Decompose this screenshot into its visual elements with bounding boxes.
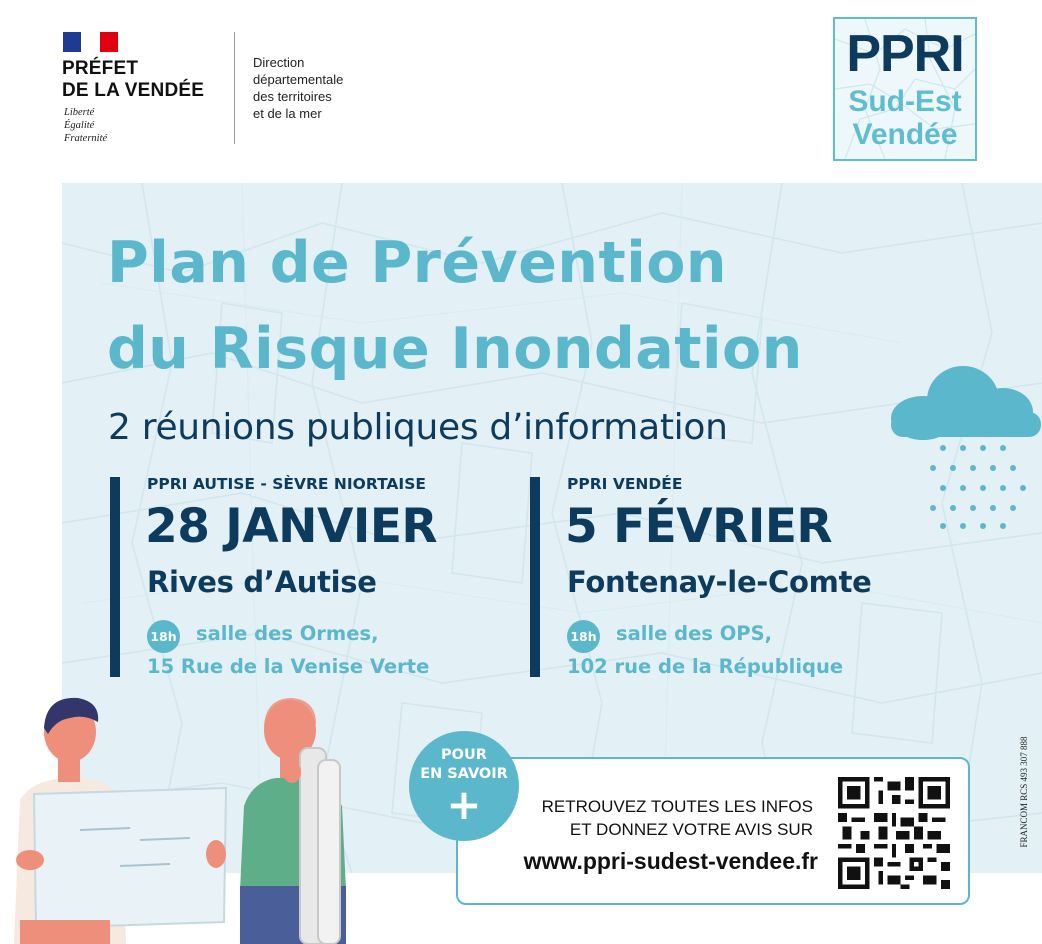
info-box (456, 757, 970, 905)
main-subtitle: 2 réunions publiques d’information (108, 407, 728, 448)
event-kicker: PPRI VENDÉE (567, 475, 683, 493)
logo-ppri-text: PPRI (846, 25, 964, 83)
event-address: 102 rue de la République (567, 655, 844, 678)
event-time-badge: 18h (567, 620, 600, 653)
credit-text: FRANCOM RCS 493 307 888 (1019, 736, 1029, 848)
people-illustration (0, 690, 380, 944)
event-date: 5 FÉVRIER (565, 499, 833, 554)
event-venue: salle des Ormes, (196, 622, 379, 645)
main-title: Plan de Prévention du Risque Inondation (107, 230, 803, 382)
plus-icon: + (446, 780, 482, 829)
event-accent-bar (110, 477, 120, 677)
event-card (110, 477, 510, 677)
printer-credit (1018, 733, 1030, 853)
header-divider (234, 32, 235, 144)
website-link[interactable]: www.ppri-sudest-vendee.fr (523, 848, 818, 874)
direction-label: Direction départementale des territoires et de la mer (253, 55, 344, 121)
rain-cloud-icon (883, 360, 1042, 540)
event-accent-bar (530, 477, 540, 677)
event-time-badge: 18h (147, 620, 180, 653)
republic-motto: Liberté Égalité Fraternité (64, 107, 108, 144)
ppri-logo (833, 17, 977, 161)
event-kicker: PPRI AUTISE - SÈVRE NIORTAISE (147, 475, 426, 493)
qr-code[interactable] (838, 777, 950, 889)
badge-label: POUR EN SAVOIR (420, 747, 508, 782)
prefet-name: PRÉFET DE LA VENDÉE (62, 58, 205, 101)
event-card (530, 477, 930, 677)
republique-flag (63, 32, 118, 52)
event-date: 28 JANVIER (145, 499, 438, 554)
event-town: Rives d’Autise (147, 565, 377, 599)
pour-en-savoir-badge (409, 731, 519, 841)
info-line-1: RETROUVEZ TOUTES LES INFOS (541, 797, 813, 816)
event-address: 15 Rue de la Venise Verte (147, 655, 430, 678)
event-venue: salle des OPS, (616, 622, 773, 645)
logo-subtitle: Sud-Est Vendée (848, 85, 962, 151)
info-line-2: ET DONNEZ VOTRE AVIS SUR (569, 820, 813, 839)
event-town: Fontenay-le-Comte (567, 565, 872, 599)
